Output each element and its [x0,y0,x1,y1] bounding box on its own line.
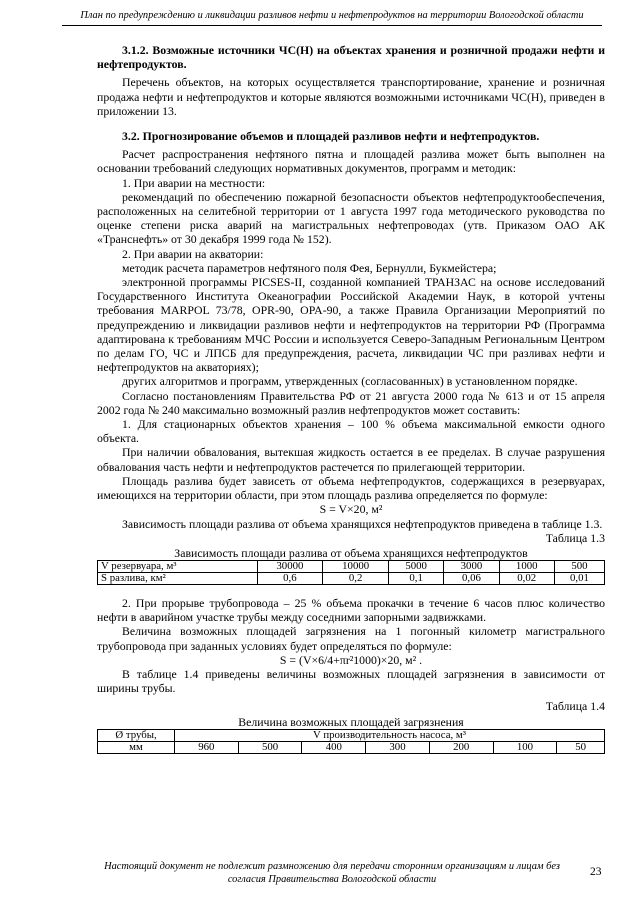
paragraph: 2. При аварии на акватории: [122,246,264,261]
table-cell: 500 [554,560,604,572]
table-cell: 0,06 [444,572,499,584]
paragraph: Площадь разлива будет зависеть от объема нефтепродуктов, содержащихся в резервуарах, имеющихся на территории области, при этом площадь разлива определяется по формуле: [97,473,605,503]
table-cell: 100 [493,741,557,753]
section-3-2-heading: 3.2. Прогнозирование объемов и площадей разливов нефти и нефтепродуктов. [122,129,540,144]
page-content [97,43,605,754]
table-cell: 0,01 [554,572,604,584]
table-1-4-label: Таблица 1.4 [545,699,605,714]
table-row [98,741,605,753]
paragraph: При наличии обвалования, вытекшая жидкость остается в ее пределах. В случае разрушения обвалования часть нефти и нефтепродуктов растечется по прилегающей территории. [97,445,605,474]
paragraph: других алгоритмов и программ, утвержденных (согласованных) в установленном порядке. [122,374,578,389]
table-cell: 0,1 [389,572,444,584]
table-1-3-label: Таблица 1.3 [545,530,605,545]
table-cell: 3000 [444,560,499,572]
table-cell: 0,6 [257,572,323,584]
table-cell: 400 [302,741,366,753]
paragraph: Расчет распространения нефтяного пятна и площадей разлива может быть выполнен на основании требований следующих нормативных документов, программ и методик: [97,147,605,176]
table-1-3-caption: Зависимость площади разлива от объема хранящихся нефтепродуктов [174,545,528,560]
paragraph: 2. При прорыве трубопровода – 25 % объема прокачки в течение 6 часов плюс количество нефти в аварийном участке трубы между соседними запорными задвижками. [97,595,605,625]
table-cell: 50 [557,741,605,753]
paragraph: В таблице 1.4 приведены величины возможных площадей загрязнения в зависимости от ширины трубы. [97,666,605,696]
paragraph: Величина возможных площадей загрязнения на 1 погонный километр магистрального трубопровода при заданных условиях будет определяться по формуле: [97,624,605,653]
paragraph: Согласно постановлениям Правительства РФ от 21 августа 2000 года № 613 и от 15 апреля 2002 года № 240 максимально возможный разлив нефтепродуктов может составить: [97,388,605,417]
paragraph: 1. Для стационарных объектов хранения – 100 % объема максимальной емкости одного объекта. [97,417,605,446]
table-cell: 200 [429,741,493,753]
table-row [98,572,605,584]
page-number: 23 [590,866,602,878]
paragraph: Зависимость площади разлива от объема хранящихся нефтепродуктов приведена в таблице 1.3. [122,516,603,531]
table-cell: 300 [366,741,430,753]
table-row [98,560,605,572]
section-3-1-2-heading: 3.1.2. Возможные источники ЧС(Н) на объектах хранения и розничной продажи нефти и нефтепродуктов. [97,43,605,72]
formula: S = (V×6/4+πr²1000)×20, м² . [279,652,423,667]
table-cell: 0,02 [499,572,554,584]
table-cell: 500 [238,741,302,753]
paragraph: методик расчета параметров нефтяного поля Фея, Бернулли, Букмейстера; [122,260,497,275]
table-header-cell: мм [98,741,175,753]
paragraph: 1. При аварии на местности: [122,175,266,190]
table-cell: 5000 [389,560,444,572]
table-cell: 1000 [499,560,554,572]
table-row-label: S разлива, км² [98,572,258,584]
table-row [98,729,605,741]
table-header-cell: Ø трубы, [98,729,175,741]
page-header: План по предупреждению и ликвидации разливов нефти и нефтепродуктов на территории Вологодской области [62,9,602,26]
page-footer: Настоящий документ не подлежит размножению для передачи сторонним организациям и лицам без согласия Правительства Вологодской области [104,861,560,885]
paragraph: рекомендаций по обеспечению пожарной безопасности объектов нефтепродуктообеспечения, расположенных на селитебной территории от 1 августа 1997 года методического руководства по оценке степени риска аварий на магистральных нефтепроводах (утв. Приказом ОАО АК «Транснефть» от 30 декабря 1999 года № 152). [97,189,605,247]
table-cell: 960 [175,741,239,753]
table-1-3 [97,560,605,585]
formula: S = V×20, м² [319,502,383,517]
table-cell: 30000 [257,560,323,572]
paragraph: электронной программы PICSES-II, созданной компанией ТРАНЗАС на основе исследований Государственного Института Океанографии Российской Академии Наук, в которой учтены требования MARPOL 73/78, OPR-90, OPA-90, а также Правила Организации Мероприятий по предупреждению и ликвидации разливов нефти и нефтепродуктов на территории РФ (Программа адаптирована к требованиям МЧС России и используется Северо-Западным Региональным Центром по делам ГО, ЧС и ЛПСБ для предупреждения, расчета, ликвидации ЧС при разливах нефти и нефтепродуктов на акваториях); [97,275,605,375]
table-cell: 0,2 [323,572,389,584]
table-1-4 [97,729,605,754]
table-cell: 10000 [323,560,389,572]
table-row-label: V резервуара, м³ [98,560,258,572]
table-1-4-caption: Величина возможных площадей загрязнения [238,714,464,729]
section-3-1-2-text: Перечень объектов, на которых осуществляется транспортирование, хранение и розничная продажа нефти и нефтепродуктов и которые являются возможными источниками ЧС(Н), приведен в приложении 13. [97,75,605,118]
table-group-header: V производительность насоса, м³ [175,729,605,741]
